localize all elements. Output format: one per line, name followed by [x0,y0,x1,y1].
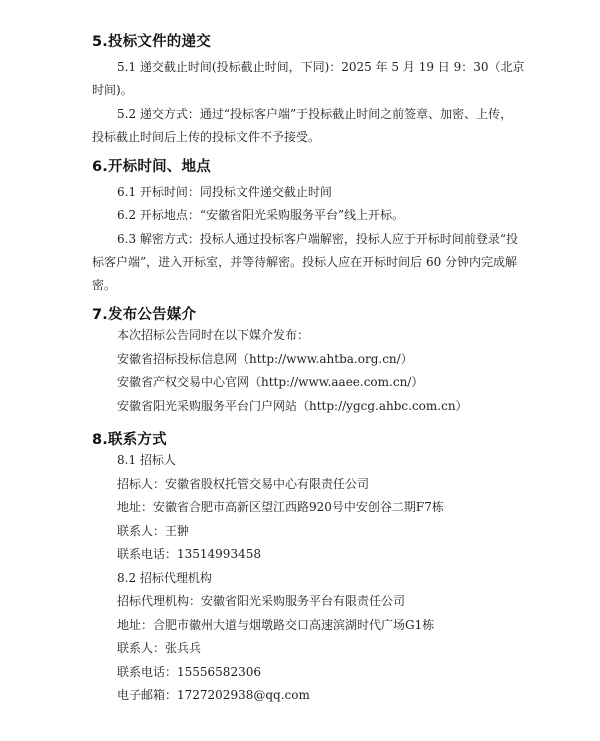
s6-p3-line2: 标客户端”，进入开标室，并等待解密。投标人应在开标时间后 60 分钟内完成解 [92,255,518,269]
media-item: 安徽省阳光采购服务平台门户网站（http://ygcg.ahbc.com.cn） [117,399,468,413]
s5-p1-line1: 5.1 递交截止时间(投标截止时间，下同)：2025 年 5 月 19 日 9：30（北京 [117,60,525,74]
tenderer-phone: 联系电话：13514993458 [117,547,261,561]
tenderer-address: 地址：安徽省合肥市高新区望江西路920号中安创谷二期F7栋 [117,500,444,514]
tenderer-contact: 联系人：王翀 [117,524,190,538]
s6-p1: 6.1 开标时间：同投标文件递交截止时间 [117,185,332,199]
agency-address: 地址：合肥市徽州大道与烟墩路交口高速滨湖时代广场G1栋 [117,618,435,632]
agency-name: 招标代理机构：安徽省阳光采购服务平台有限责任公司 [117,594,406,608]
media-item: 安徽省产权交易中心官网（http://www.aaee.com.cn/） [117,375,424,389]
s7-intro: 本次招标公告同时在以下媒介发布： [117,328,310,342]
s6-p3-line3: 密。 [92,278,117,292]
s5-p2-line1: 5.2 递交方式：通过“投标客户端”于投标截止时间之前签章、加密、上传， [117,107,513,121]
s5-p1-line2: 时间)。 [92,83,133,97]
media-item: 安徽省招标投标信息网（http://www.ahtba.org.cn/） [117,352,413,366]
section-5-heading: 5.投标文件的递交 [92,34,211,50]
agency-contact: 联系人：张兵兵 [117,641,202,655]
s6-p2: 6.2 开标地点：“安徽省阳光采购服务平台”线上开标。 [117,208,405,222]
s6-p3-line1: 6.3 解密方式：投标人通过投标客户端解密，投标人应于开标时间前登录“投 [117,232,519,246]
agency-subtitle: 8.2 招标代理机构 [117,571,212,585]
section-8-heading: 8.联系方式 [92,432,167,448]
tenderer-name: 招标人：安徽省股权托管交易中心有限责任公司 [117,477,370,491]
section-6-heading: 6.开标时间、地点 [92,159,211,175]
section-7-heading: 7.发布公告媒介 [92,307,197,323]
s5-p2-line2: 投标截止时间后上传的投标文件不予接受。 [92,130,321,144]
agency-phone: 联系电话：15556582306 [117,665,261,679]
agency-email[interactable]: 电子邮箱：1727202938@qq.com [117,688,310,702]
tenderer-subtitle: 8.1 招标人 [117,453,176,467]
